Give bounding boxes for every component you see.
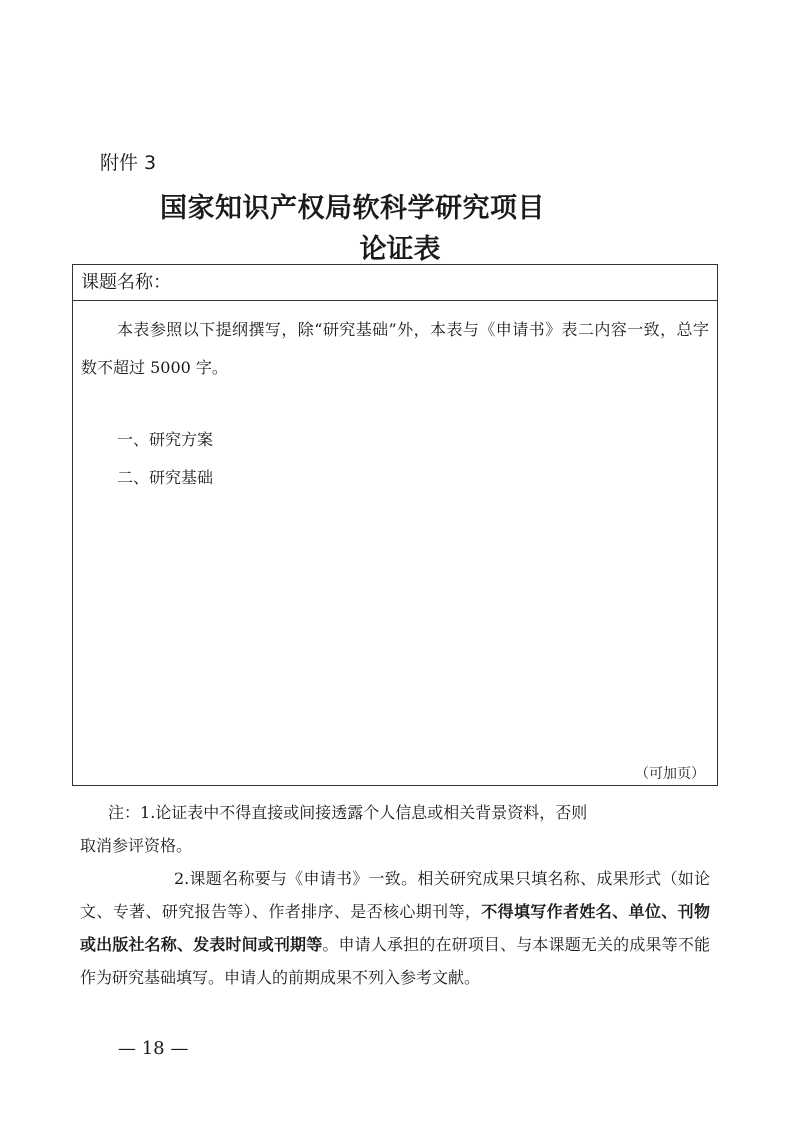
instruction-text: 本表参照以下提纲撰写，除“研究基础”外，本表与《申请书》表二内容一致，总字数不超过 5000 字。 [81, 320, 709, 377]
outline-item-research-basis: 二、研究基础 [117, 468, 214, 487]
topic-name-field[interactable] [171, 271, 611, 295]
note-2 [80, 862, 710, 994]
note-1 [80, 796, 710, 862]
note-1-line-2: 取消参评资格。 [80, 836, 193, 855]
page-subtitle: 论证表 [359, 234, 441, 265]
page-number: — 18 — [118, 1038, 189, 1059]
add-page-note: （可加页） [635, 766, 705, 782]
topic-row [73, 265, 717, 301]
outline-item-research-plan: 一、研究方案 [117, 430, 214, 449]
note-1-first-line [108, 796, 710, 829]
note-2-part-1: 2.课题名称要与《申请书》一致。相关研究成果只填名称、成果形式（如论文、专著、研究报告等）、作者排序、是否核心期刊等， [80, 869, 710, 921]
note-2-part-2: 。申请人承担的在研项目、与本课题无关的成果等不能作为研究基础填写。申请人的前期成果不列入参考文献。 [80, 935, 710, 987]
demonstration-form-table [72, 264, 718, 786]
topic-label: 课题名称： [81, 272, 171, 293]
page-title: 国家知识产权局软科学研究项目 [160, 193, 545, 224]
note-1-line-1: 1.论证表中不得直接或间接透露个人信息或相关背景资料，否则 [140, 803, 588, 822]
notes-prefix: 注： [108, 803, 141, 822]
attachment-label: 附件 3 [100, 152, 157, 174]
note-2-bold-text: 不得填写作者姓名、单位、刊物或出版社名称、发表时间或刊期等 [80, 902, 710, 954]
content-cell[interactable] [73, 301, 717, 785]
notes-section [80, 796, 710, 994]
